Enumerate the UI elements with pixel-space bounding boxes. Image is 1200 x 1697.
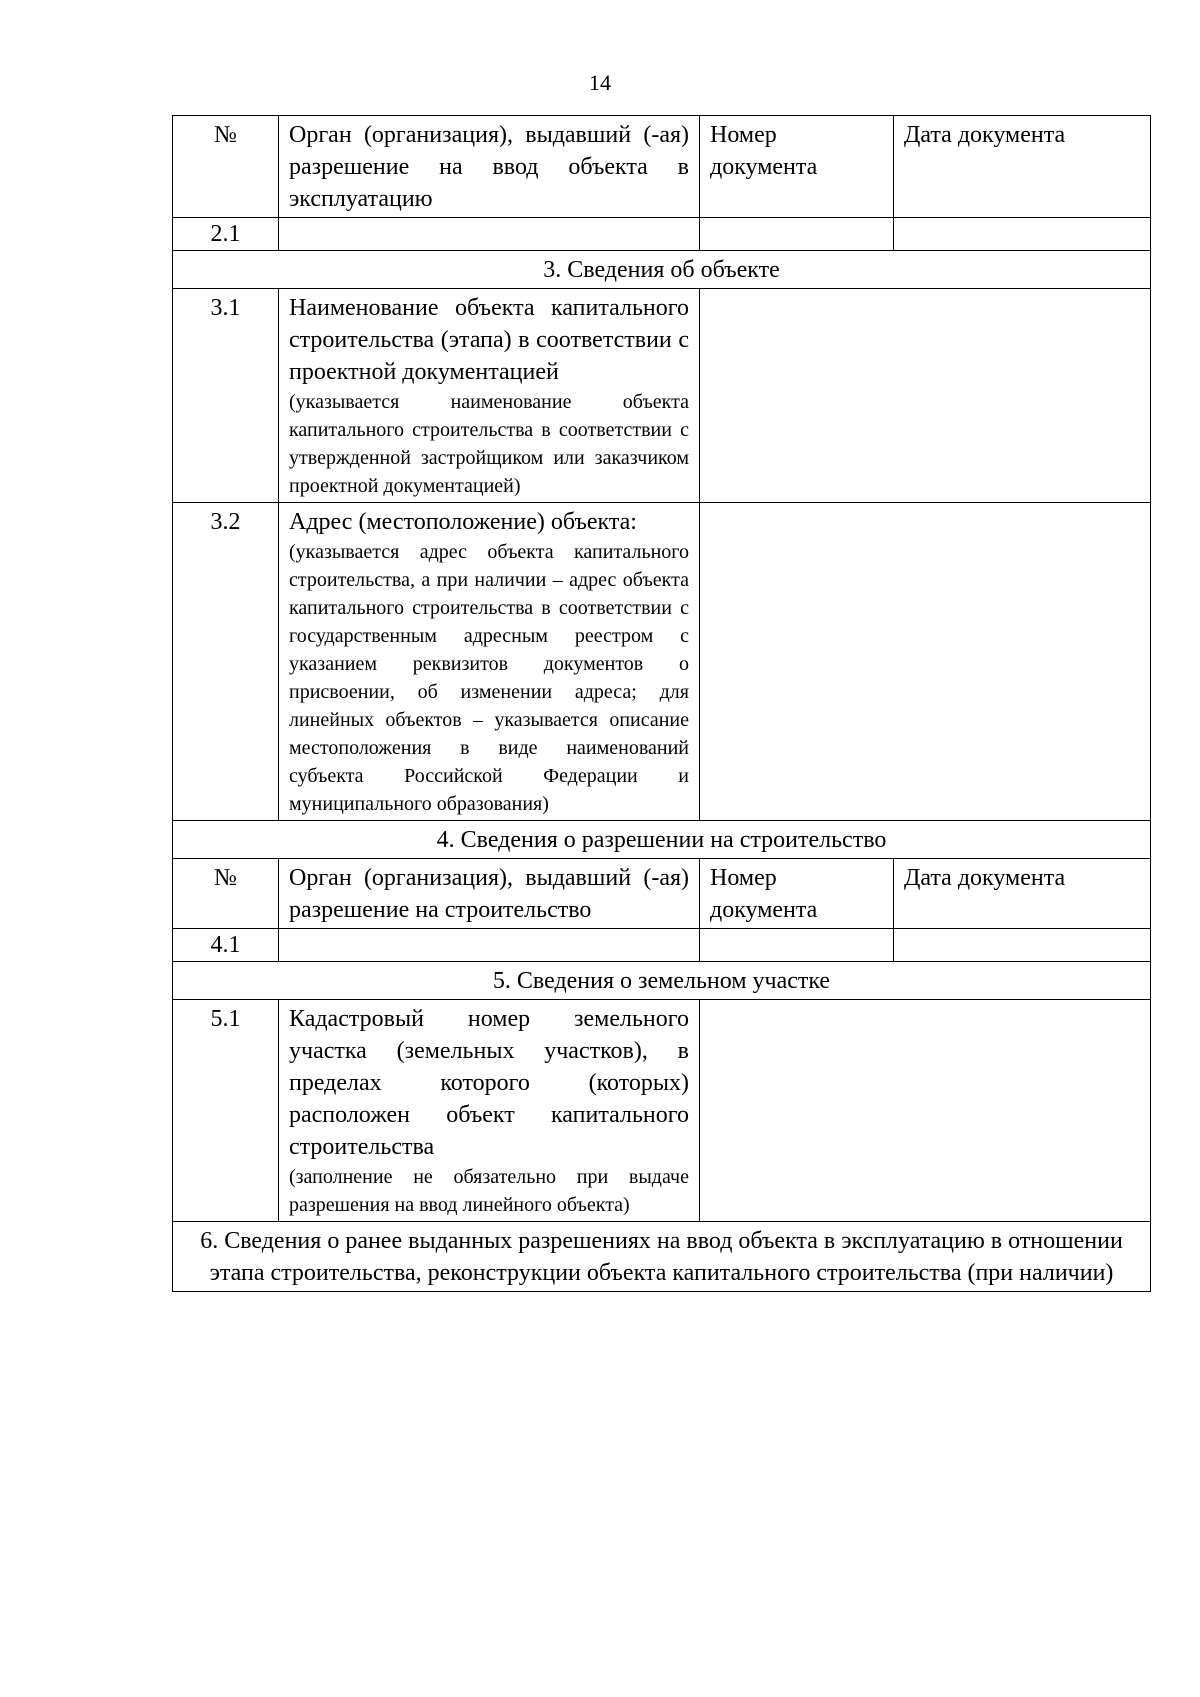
row-3-1-value-cell[interactable]: [700, 289, 1151, 503]
row-4-1-organ-cell[interactable]: [279, 929, 700, 962]
row-3-2-num: 3.2: [173, 503, 279, 821]
row-3-1-label-cell: [279, 289, 700, 503]
sec5-title: 5. Сведения о земельном участке: [173, 962, 1151, 1000]
row-4-1-doc-number-cell[interactable]: [700, 929, 894, 962]
row-2-1-doc-date-cell[interactable]: [894, 218, 1151, 251]
sec3-row-3-1: [173, 289, 1151, 503]
sec2-header-row: [173, 116, 1151, 218]
sec4-header-doc-number: Номер документа: [700, 859, 894, 929]
sec4-header-row: [173, 859, 1151, 929]
row-4-1-doc-date-cell[interactable]: [894, 929, 1151, 962]
row-3-2-label: Адрес (местоположение) объекта:: [289, 509, 637, 535]
row-5-1-note: (заполнение не обязательно при выдаче разрешения на ввод линейного объекта): [289, 1166, 689, 1216]
page-number: 14: [589, 70, 611, 95]
sec3-title-row: [173, 251, 1151, 289]
sec2-row-2-1: [173, 218, 1151, 251]
sec4-header-organ: Орган (организация), выдавший (-ая) разрешение на строительство: [279, 859, 700, 929]
sec3-row-3-2: [173, 503, 1151, 821]
row-2-1-num: 2.1: [173, 218, 279, 251]
row-5-1-value-cell[interactable]: [700, 1000, 1151, 1222]
row-2-1-doc-number-cell[interactable]: [700, 218, 894, 251]
sec4-header-doc-date: Дата документа: [894, 859, 1151, 929]
row-2-1-organ-cell[interactable]: [279, 218, 700, 251]
row-3-1-note: (указывается наименование объекта капитального строительства в соответствии с утвержденной застройщиком или заказчиком проектной документацией): [289, 391, 689, 497]
permit-form-table: [172, 115, 1151, 1292]
sec2-header-num: №: [173, 116, 279, 218]
row-3-2-label-cell: [279, 503, 700, 821]
sec2-header-doc-number: Номер документа: [700, 116, 894, 218]
row-3-1-label: Наименование объекта капитального строительства (этапа) в соответствии с проектной документацией: [289, 295, 689, 385]
row-5-1-num: 5.1: [173, 1000, 279, 1222]
row-5-1-label: Кадастровый номер земельного участка (земельных участков), в пределах которого (которых) расположен объект капитального строительства: [289, 1006, 689, 1160]
sec4-header-num: №: [173, 859, 279, 929]
sec6-title: 6. Сведения о ранее выданных разрешениях на ввод объекта в эксплуатацию в отношении этапа строительства, реконструкции объекта капитального строительства (при наличии): [173, 1222, 1151, 1292]
sec3-title: 3. Сведения об объекте: [173, 251, 1151, 289]
row-4-1-num: 4.1: [173, 929, 279, 962]
sec4-title: 4. Сведения о разрешении на строительство: [173, 821, 1151, 859]
row-5-1-label-cell: [279, 1000, 700, 1222]
row-3-2-value-cell[interactable]: [700, 503, 1151, 821]
row-3-1-num: 3.1: [173, 289, 279, 503]
sec4-row-4-1: [173, 929, 1151, 962]
sec5-title-row: [173, 962, 1151, 1000]
sec4-title-row: [173, 821, 1151, 859]
row-3-2-note: (указывается адрес объекта капитального строительства, а при наличии – адрес объекта капитального строительства в соответствии с государственным адресным реестром с указанием реквизитов документов о присвоении, об изменении адреса; для линейных объектов – указывается описание местоположения в виде наименований субъекта Российской Федерации и муниципального образования): [289, 541, 689, 815]
sec2-header-doc-date: Дата документа: [894, 116, 1151, 218]
sec2-header-organ: Орган (организация), выдавший (-ая) разрешение на ввод объекта в эксплуатацию: [279, 116, 700, 218]
sec6-title-row: [173, 1222, 1151, 1292]
sec5-row-5-1: [173, 1000, 1151, 1222]
